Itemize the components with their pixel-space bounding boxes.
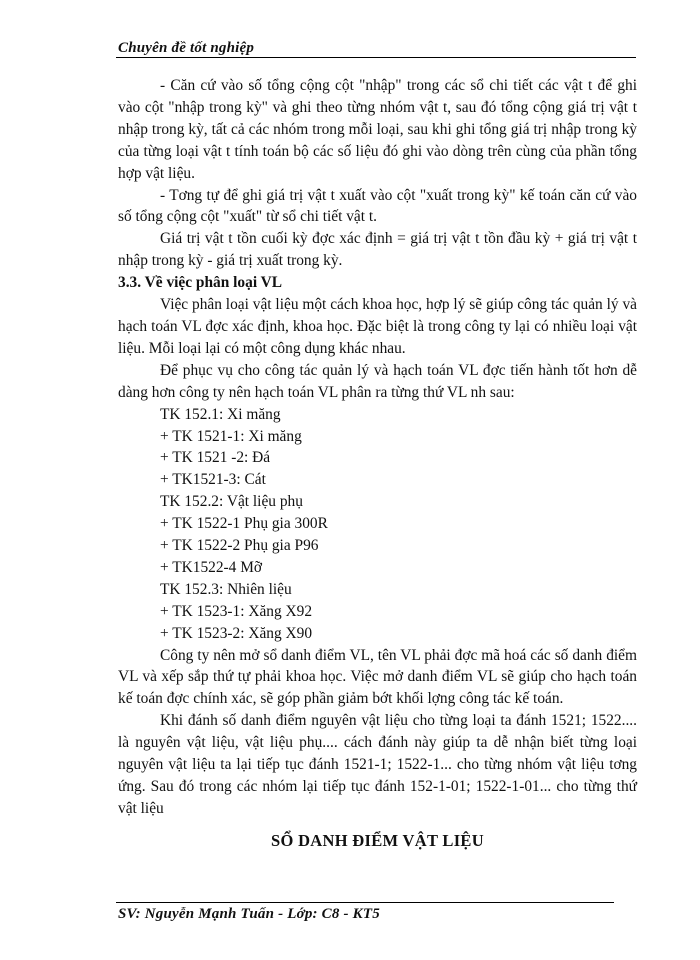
account-list [118,404,637,645]
footer-rule [116,902,614,903]
account-item: TK 152.1: Xi măng [160,405,281,423]
header-rule [116,57,636,58]
paragraph: Để phục vụ cho công tác quản lý và hạch toán VL đợc tiến hành tốt hơn dễ dàng hơn công ty nên hạch toán VL phân ra từng thứ VL nh sau: [118,361,637,401]
account-item: + TK 1523-2: Xăng X90 [160,624,313,642]
page-footer: SV: Nguyễn Mạnh Tuấn - Lớp: C8 - KT5 [118,906,380,922]
account-item: + TK 1523-1: Xăng X92 [160,602,313,620]
account-item: TK 152.2: Vật liệu phụ [160,493,303,511]
account-item: + TK 1522-1 Phụ gia 300R [160,515,328,533]
page-header-title: Chuyên đề tốt nghiệp [118,40,255,56]
account-item: + TK 1522-2 Phụ gia P96 [160,537,319,555]
account-item: + TK1521-3: Cát [160,471,266,489]
account-item: + TK1522-4 Mỡ [160,558,263,576]
paragraph: - Tơng tự để ghi giá trị vật t xuất vào cột "xuất trong kỳ" kế toán căn cứ vào số tổng cộng cột "xuất" từ sổ chi tiết vật t. [118,186,637,226]
section-title: SỔ DANH ĐIỂM VẬT LIỆU [271,830,484,850]
paragraph: Công ty nên mở sổ danh điểm VL, tên VL phải đợc mã hoá các số danh điểm VL và xếp sắp thứ tự phải khoa học. Việc mở danh điểm VL sẽ giúp cho hạch toán kế toán đợc chính xác, sẽ góp phần giảm bớt khối lợng công tác kế toán. [118,646,637,708]
account-item: + TK 1521 -2: Đá [160,449,271,467]
paragraph: Việc phân loại vật liệu một cách khoa học, hợp lý sẽ giúp công tác quản lý và hạch toán VL đợc xác định, khoa học. Đặc biệt là trong công ty lại có nhiều loại vật liệu. Mỗi loại lại có một công dụng khác nhau. [118,296,637,357]
paragraph: - Căn cứ vào số tổng cộng cột "nhập" trong các sổ chi tiết các vật t để ghi vào cột "nhập trong kỳ" và ghi theo từng nhóm vật t, sau đó tổng cộng giá trị vật t nhập trong kỳ, tất cả các nhóm trong mỗi loại, sau khi ghi tổng giá trị nhập trong kỳ của từng loại vật t tính toán bộ các số liệu đó ghi vào dòng trên cùng của phần tổng hợp vật liệu. [118,77,637,182]
document-body [118,75,637,852]
paragraph: Khi đánh số danh điểm nguyên vật liệu cho từng loại ta đánh 1521; 1522.... là nguyên vật liệu, vật liệu phụ.... cách đánh này giúp ta dễ nhận biết từng loại nguyên vật liệu ta lại tiếp tục đánh 1521-1; 1522-1... cho từng nhóm vật liệu tơng ứng. Sau đó trong các nhóm lại tiếp tục đánh 152-1-01; 1522-1-01... cho từng thứ vật liệu [118,712,637,817]
account-item: TK 152.3: Nhiên liệu [160,580,292,598]
account-item: + TK 1521-1: Xi măng [160,427,302,445]
section-heading: 3.3. Về việc phân loại VL [118,274,283,292]
paragraph: Giá trị vật t tồn cuối kỳ đợc xác định = giá trị vật t tồn đầu kỳ + giá trị vật t nhập trong kỳ - giá trị xuất trong kỳ. [118,230,637,270]
